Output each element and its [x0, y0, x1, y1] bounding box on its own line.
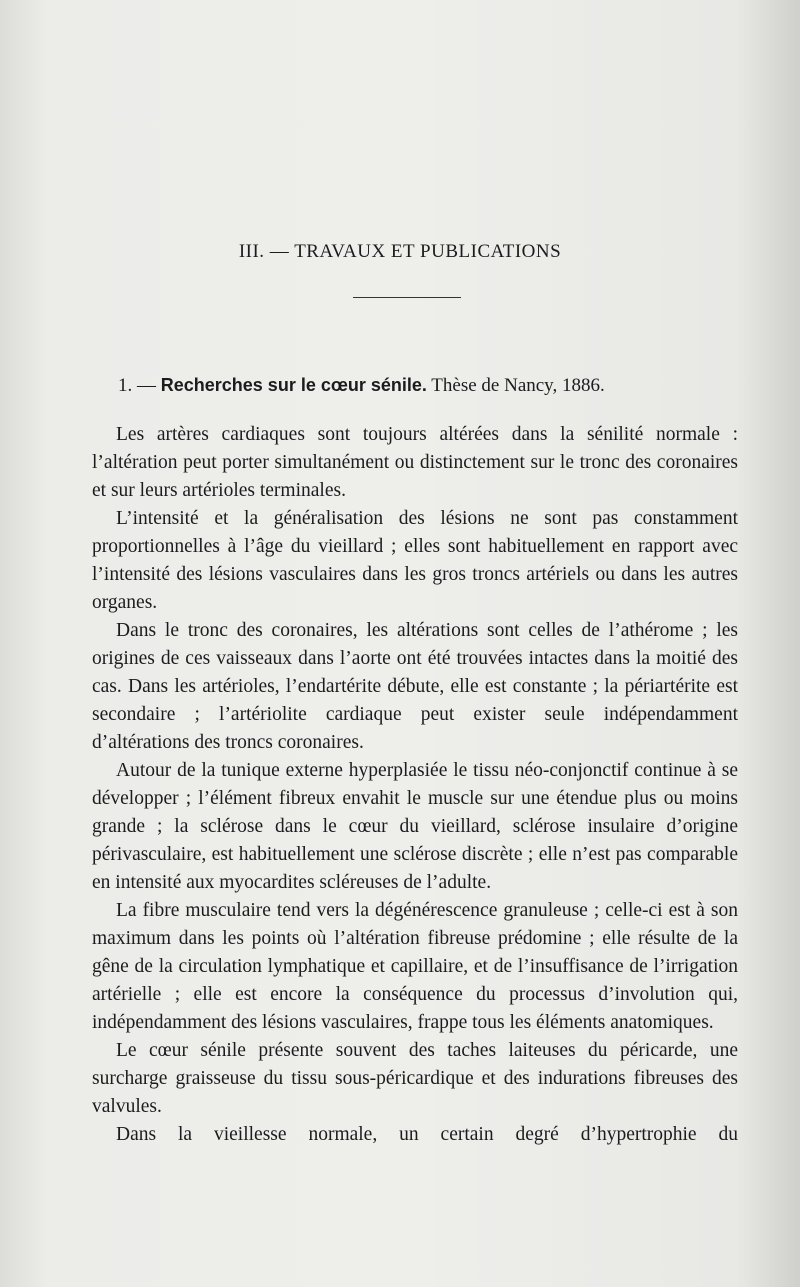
- entry-heading: [118, 375, 758, 397]
- entry-number: 1. —: [118, 375, 156, 396]
- paragraph: La fibre musculaire tend vers la dégénérescence granuleuse ; celle-ci est à son maximum dans les points où l’altération fibreuse prédomine ; elle résulte de la gêne de la circulation lymphatique et capillaire, et de l’insuffisance de l’irrigation artérielle ; elle est encore la conséquence du processus d’involution qui, indépendamment des lésions vasculaires, frappe tous les éléments anatomiques.: [92, 900, 738, 1033]
- paragraph: Dans le tronc des coronaires, les altérations sont celles de l’athérome ; les origines de ces vaisseaux dans l’aorte ont été trouvées intactes dans la moitié des cas. Dans les artérioles, l’endartérite débute, elle est constante ; la périartérite est secondaire ; l’artériolite cardiaque peut exister seule indépendamment d’altérations des troncs coronaires.: [92, 620, 738, 753]
- paragraph: Le cœur sénile présente souvent des taches laiteuses du péricarde, une surcharge graisseuse du tissu sous-péricardique et des indurations fibreuses des valvules.: [92, 1040, 738, 1117]
- paragraph: Autour de la tunique externe hyperplasiée le tissu néo-conjonctif continue à se développer ; l’élément fibreux envahit le muscle sur une étendue plus ou moins grande ; la sclérose dans le cœur du vieillard, sclérose insulaire d’origine périvasculaire, est habituellement une sclérose discrète ; elle n’est pas comparable en intensité aux myocardites scléreuses de l’adulte.: [92, 760, 738, 893]
- paragraph: Dans la vieillesse normale, un certain degré d’hypertrophie du: [116, 1124, 738, 1145]
- section-title: III. — TRAVAUX ET PUBLICATIONS: [238, 241, 562, 262]
- entry-source: Thèse de Nancy, 1886.: [431, 375, 605, 396]
- paragraph: Les artères cardiaques sont toujours altérées dans la sénilité normale : l’altération peut porter simultanément ou distinctement sur le tronc des coronaires et sur leurs artérioles terminales.: [92, 424, 738, 501]
- paragraph: L’intensité et la généralisation des lésions ne sont pas constamment proportionnelles à l’âge du vieillard ; elles sont habituellement en rapport avec l’intensité des lésions vasculaires dans les gros troncs artériels ou dans les autres organes.: [92, 508, 738, 613]
- entry-title: Recherches sur le cœur sénile.: [160, 375, 427, 395]
- body-text: [92, 421, 738, 1149]
- title-rule: [353, 297, 461, 298]
